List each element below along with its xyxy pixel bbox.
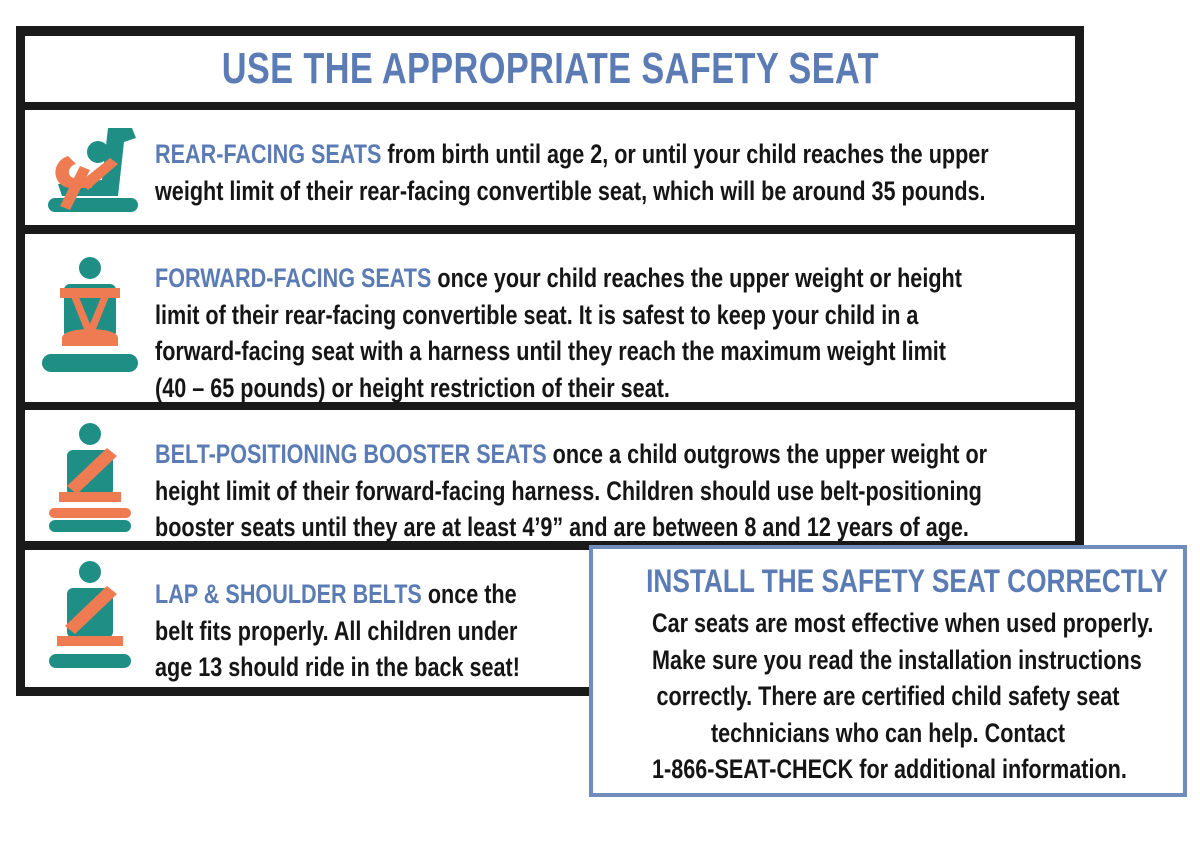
- section-line: once your child reaches the upper weight or height: [431, 263, 962, 293]
- section-line: (40 – 65 pounds) or height restriction of their seat.: [155, 372, 670, 403]
- section-line: once the: [421, 579, 517, 609]
- install-callout: [589, 545, 1187, 797]
- title-panel: [25, 36, 1075, 102]
- section-booster: [25, 410, 1075, 541]
- page-title: USE THE APPROPRIATE SAFETY SEAT: [221, 44, 879, 93]
- section-heading: REAR-FACING SEATS: [155, 139, 382, 169]
- section-line: once a child outgrows the upper weight or: [546, 439, 988, 469]
- install-line: Car seats are most effective when used properly.: [652, 608, 1154, 638]
- section-line: forward-facing seat with a harness until they reach the maximum weight limit: [155, 336, 946, 366]
- install-line: 1-866-SEAT-CHECK for additional information.: [652, 754, 1127, 784]
- section-text: [155, 234, 962, 406]
- install-title: INSTALL THE SAFETY SEAT CORRECTLY: [646, 563, 1169, 599]
- section-line: booster seats until they are at least 4’9” and are between 8 and 12 years of age.: [155, 512, 969, 542]
- install-line: technicians who can help. Contact: [710, 717, 1066, 748]
- section-line: from birth until age 2, or until your child reaches the upper: [381, 139, 989, 169]
- section-line: weight limit of their rear-facing convertible seat, which will be around 35 pounds.: [155, 175, 986, 206]
- section-line: belt fits properly. All children under: [155, 615, 518, 646]
- section-heading: FORWARD-FACING SEATS: [155, 263, 432, 293]
- install-line: Make sure you read the installation instructions: [652, 644, 1142, 675]
- seat-belt-icon: [45, 560, 135, 672]
- install-body: [593, 605, 1183, 788]
- section-text: [155, 410, 987, 546]
- section-forward-facing: [25, 234, 1075, 402]
- section-rear-facing: [25, 110, 1075, 225]
- section-line: height limit of their forward-facing harness. Children should use belt-positioning: [155, 475, 982, 506]
- forward-facing-seat-icon: [40, 254, 140, 384]
- install-line: correctly. There are certified child safety seat: [656, 681, 1120, 711]
- booster-seat-icon: [45, 422, 135, 534]
- section-heading: BELT-POSITIONING BOOSTER SEATS: [155, 439, 547, 469]
- section-line: limit of their rear-facing convertible seat. It is safest to keep your child in a: [155, 299, 919, 330]
- section-text: [155, 110, 989, 209]
- rear-facing-seat-icon: [40, 122, 140, 222]
- section-heading: LAP & SHOULDER BELTS: [155, 579, 422, 609]
- section-line: age 13 should ride in the back seat!: [155, 652, 520, 682]
